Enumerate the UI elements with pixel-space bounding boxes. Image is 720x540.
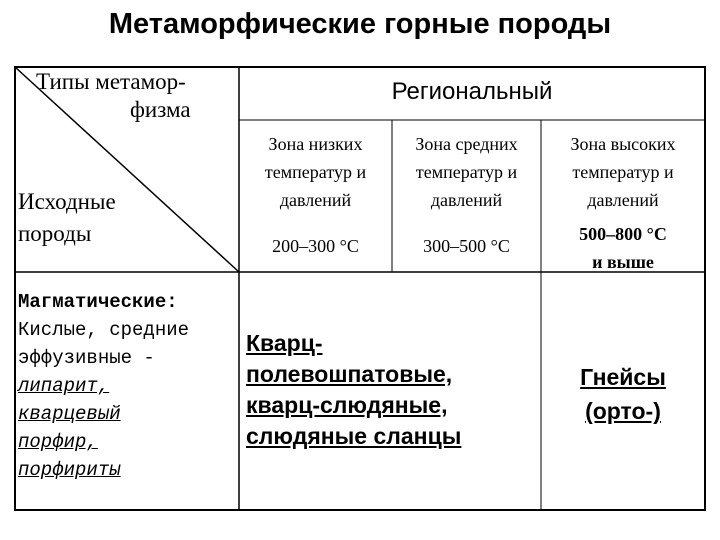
metamorphic-table (14, 66, 706, 511)
result-low-mid-line1: Кварц- (246, 330, 323, 356)
result-high-line1: Гнейсы (580, 364, 666, 390)
result-low-mid-line2: полевошпатовые, (246, 361, 453, 387)
zone-high-temp (541, 220, 705, 276)
zone-low-temp: 200–300 °С (272, 236, 359, 256)
zone-mid-temp: 300–500 °С (423, 236, 510, 256)
corner-top-line2: физма (130, 97, 191, 122)
source-rock-cell (18, 288, 189, 484)
regional-header: Региональный (391, 78, 553, 105)
result-high-line2: (орто-) (585, 398, 661, 424)
result-high-cell (541, 360, 705, 428)
corner-bottom-line1: Исходные (18, 189, 116, 214)
result-low-mid-line3: кварц-слюдяные, (246, 392, 448, 418)
result-low-mid-line4: слюдяные сланцы (246, 423, 462, 449)
zone-mid-line2: температур и (415, 162, 518, 182)
source-line6: порфир, (18, 431, 98, 453)
zone-high-line2: температур и (572, 162, 674, 182)
zone-low-line2: температур и (264, 162, 367, 182)
zone-high-line1: Зона высоких (570, 134, 676, 154)
zone-high-header (541, 130, 705, 214)
zone-mid-header (392, 130, 541, 214)
corner-top-line1: Типы метамор- (36, 69, 186, 94)
zone-mid-line3: давлений (430, 190, 503, 210)
source-line2: Кислые, средние (18, 319, 190, 341)
source-line1: Магматические: (18, 291, 178, 313)
zone-high-line3: давлений (587, 190, 659, 210)
zone-mid-line1: Зона средних (415, 134, 518, 154)
source-line4: липарит, (18, 375, 110, 397)
corner-bottom-line2: породы (18, 221, 92, 246)
zone-low-line3: давлений (279, 190, 352, 210)
zone-high-temp-line1: 500–800 °С (579, 224, 667, 244)
source-line3: эффузивные - (18, 347, 155, 369)
page-title: Метаморфические горные породы (108, 8, 612, 40)
zone-low-line1: Зона низких (268, 134, 363, 154)
zone-low-header (239, 130, 392, 214)
result-low-mid-cell (246, 328, 461, 452)
zone-high-temp-line2: и выше (592, 252, 654, 272)
source-line7: порфириты (18, 459, 121, 481)
source-line5: кварцевый (18, 403, 121, 425)
